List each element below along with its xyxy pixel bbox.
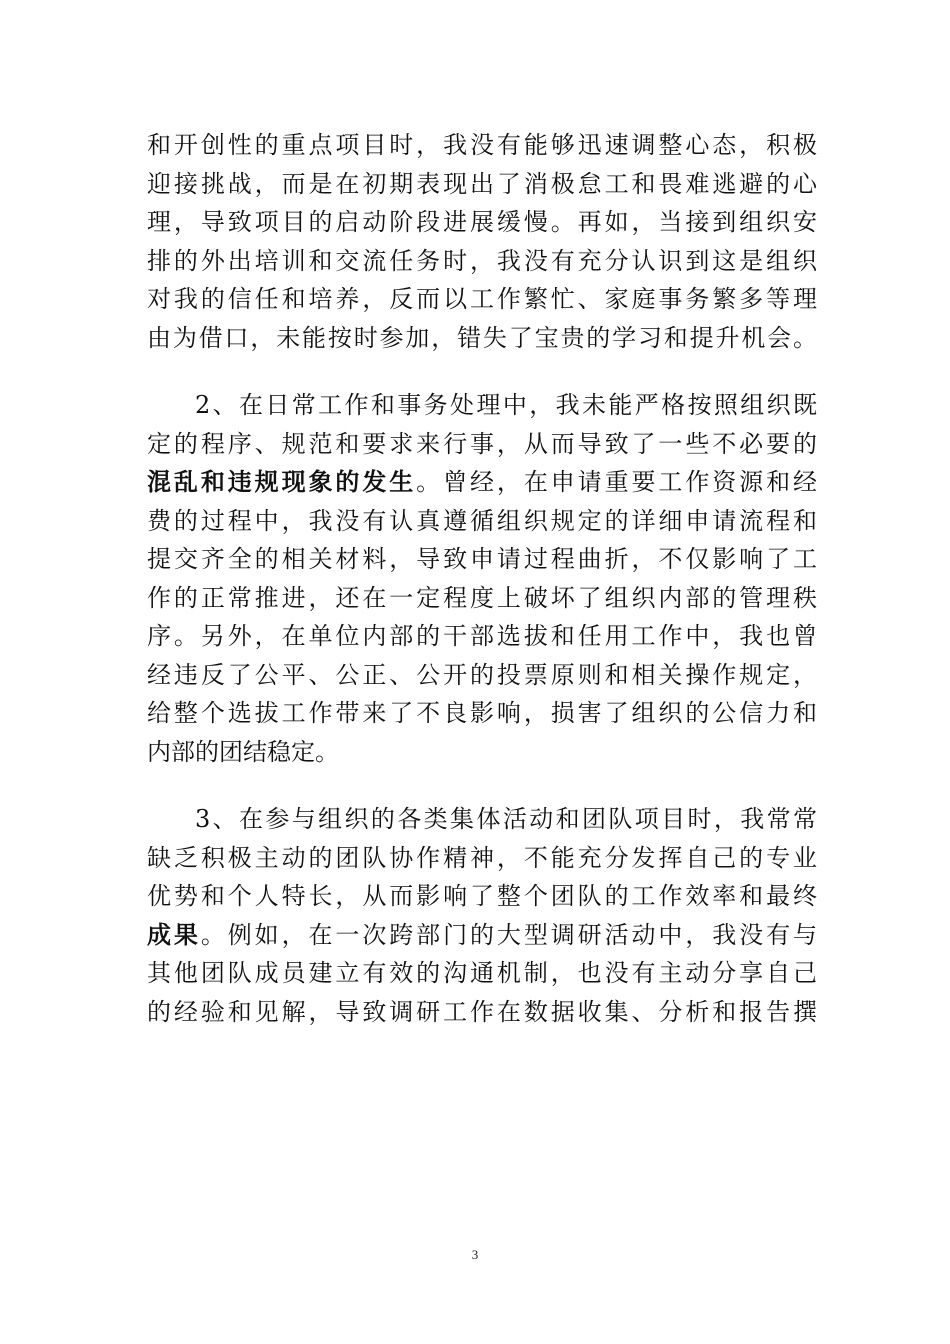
text-line: 其他团队成员建立有效的沟通机制，也没有主动分享自己 <box>147 959 817 987</box>
text-line: 优势和个人特长，从而影响了整个团队的工作效率和最终 <box>147 882 817 910</box>
text-line-mixed <box>147 463 817 502</box>
paragraph-item-3 <box>147 800 817 1031</box>
paragraph-2 <box>147 386 817 771</box>
text-line: 序。另外，在单位内部的干部选拔和任用工作中，我也曾 <box>147 622 817 650</box>
text-line-indented: 2、在日常工作和事务处理中，我未能严格按照组织既 <box>195 391 817 419</box>
text-line: 排的外出培训和交流任务时，我没有充分认识到这是组织 <box>147 246 817 275</box>
text-line: 内部的团结稳定。 <box>147 737 339 766</box>
emphasized-phrase: 成果 <box>147 920 201 949</box>
text-span: 。曾经，在申请重要工作资源和经 <box>416 468 818 496</box>
text-line: 提交齐全的相关材料，导致申请过程曲折，不仅影响了工 <box>147 545 817 573</box>
text-line-mixed <box>147 916 817 955</box>
text-line-indented: 3、在参与组织的各类集体活动和团队项目时，我常常 <box>195 805 817 833</box>
text-line: 理，导致项目的启动阶段进展缓慢。再如，当接到组织安 <box>147 208 817 236</box>
page-number: 3 <box>471 1247 479 1262</box>
text-span: 。例如，在一次跨部门的大型调研活动中，我没有与 <box>200 920 818 949</box>
text-line: 经违反了公平、公正、公开的投票原则和相关操作规定， <box>147 660 817 689</box>
text-line: 作的正常推进，还在一定程度上破坏了组织内部的管理秩 <box>147 583 817 612</box>
text-line: 定的程序、规范和要求来行事，从而导致了一些不必要的 <box>147 429 817 458</box>
text-line: 和开创性的重点项目时，我没有能够迅速调整心态，积极 <box>147 131 817 159</box>
emphasized-phrase: 混乱和违规现象的发生 <box>147 468 417 496</box>
text-line: 的经验和见解，导致调研工作在数据收集、分析和报告撰 <box>147 997 817 1026</box>
text-line: 对我的信任和培养，反而以工作繁忙、家庭事务繁多等理 <box>147 285 817 313</box>
text-line: 由为借口，未能按时参加，错失了宝贵的学习和提升机会。 <box>147 323 817 352</box>
paragraph-continuation <box>147 126 817 357</box>
text-line: 给整个选拔工作带来了不良影响，损害了组织的公信力和 <box>147 699 817 727</box>
paragraph-item-2 <box>147 386 817 771</box>
paragraph-3 <box>147 800 817 1031</box>
text-line: 迎接挑战，而是在初期表现出了消极怠工和畏难逃避的心 <box>147 169 817 198</box>
paragraph-1 <box>147 126 817 357</box>
text-line: 费的过程中，我没有认真遵循组织规定的详细申请流程和 <box>147 506 817 535</box>
text-line: 缺乏积极主动的团队协作精神，不能充分发挥自己的专业 <box>147 843 817 872</box>
